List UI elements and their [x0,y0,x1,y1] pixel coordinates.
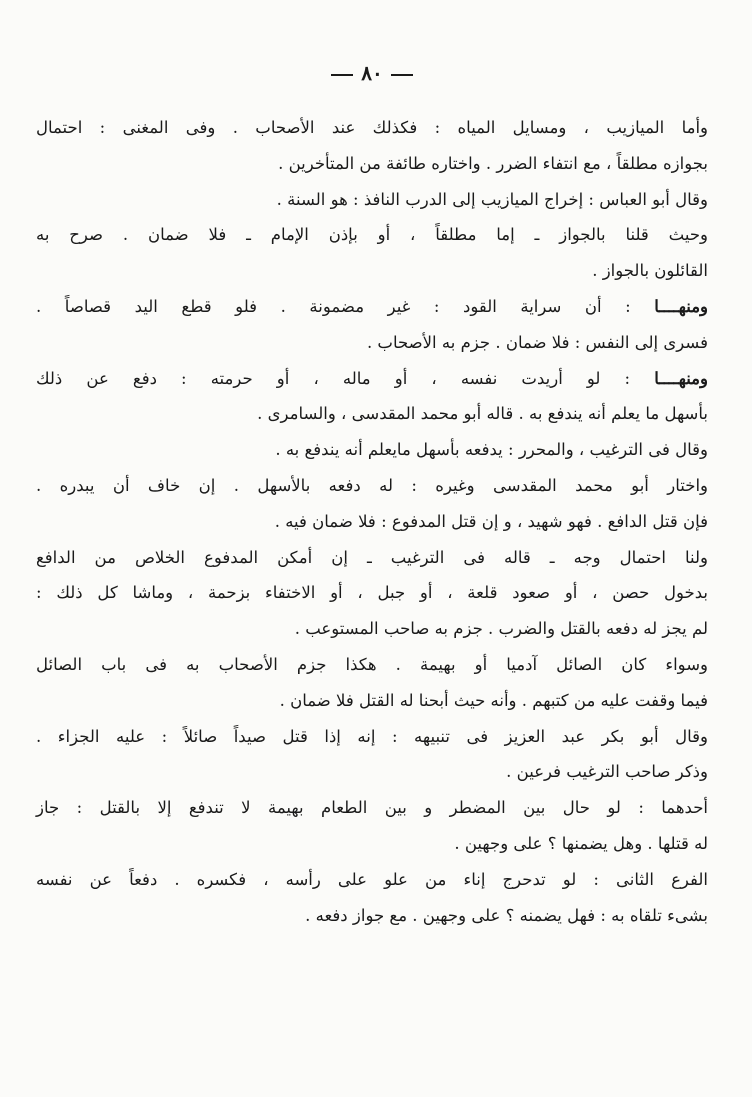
text-line [36,540,708,576]
text-line-content: وأما الميازيب ، ومسايل المياه : فكذلك عند الأصحاب . وفى المغنى : احتمال [36,118,708,137]
text-line-content: القائلون بالجواز . [592,261,708,281]
text-line-content: واختار أبو محمد المقدسى وغيره : له دفعه بالأسهل . إن خاف أن يبدره . [36,475,708,495]
text-line-content: : أن سراية القود : غير مضمونة . فلو قطع اليد قصاصاً . [36,296,631,316]
text-line [36,575,708,611]
text-line [36,110,708,146]
text-line-content: فإن قتل الدافع . فهو شهيد ، و إن قتل المدفوع : فلا ضمان فيه . [274,511,708,531]
text-line [36,432,708,468]
text-line [36,361,708,397]
text-line-content: وحيث قلنا بالجواز ـ إما مطلقاً ، أو بإذن الإمام ـ فلا ضمان . صرح به [36,225,708,245]
text-line-content: بدخول حصن ، أو صعود قلعة ، أو جبل ، أو الاختفاء بزحمة ، وماشا كل ذلك : [36,583,708,603]
section-lead-word: ومنهــــا [654,296,709,316]
text-line-content: بجوازه مطلقاً ، مع انتفاء الضرر . واختاره طائفة من المتأخرين . [278,153,708,173]
text-line-content: وسواء كان الصائل آدميا أو بهيمة . هكذا جزم الأصحاب به فى باب الصائل [36,654,708,674]
text-line [36,217,708,253]
page-number: ٨٠ [361,61,383,85]
text-line [36,468,708,504]
text-line-content: بأسهل ما يعلم أنه يندفع به . قاله أبو محمد المقدسى ، والسامرى . [257,404,708,424]
text-line-content: وقال أبو العباس : إخراج الميازيب إلى الدرب النافذ : هو السنة . [276,189,708,209]
text-line [36,790,708,826]
text-line [36,826,708,862]
text-line [36,325,708,361]
text-line-content: فيما وقفت عليه من كتبهم . وأنه حيث أبحنا له القتل فلا ضمان . [279,690,708,710]
text-line [36,754,708,790]
text-line-content: فسرى إلى النفس : فلا ضمان . جزم به الأصحاب . [366,332,708,352]
text-line-content: الفرع الثانى : لو تدحرج إناء من علو على رأسه ، فكسره . دفعاً عن نفسه [36,869,708,889]
text-line-content: له قتلها . وهل يضمنها ؟ على وجهين . [454,833,708,853]
text-line-content: وذكر صاحب الترغيب فرعين . [506,762,708,782]
text-line [36,289,708,325]
text-line [36,683,708,719]
text-line-content: وقال فى الترغيب ، والمحرر : يدفعه بأسهل مايعلم أنه يندفع به . [275,440,708,460]
text-line-content: بشىء تلقاه به : فهل يضمنه ؟ على وجهين . مع جواز دفعه . [305,905,708,925]
page-body-text [36,110,708,933]
text-line [36,182,708,218]
text-line-content: ولنا احتمال وجه ـ قاله فى الترغيب ـ إن أمكن المدفوع الخلاص من الدافع [36,547,708,567]
text-line-content: أحدهما : لو حال بين المضطر و بين الطعام بهيمة لا تندفع إلا بالقتل : جاز [36,798,708,818]
dash-left [391,74,413,76]
text-line [36,504,708,540]
dash-right [331,74,353,76]
text-line-content: وقال أبو بكر عبد العزيز فى تنبيهه : إنه إذا قتل صيداً صائلاً : عليه الجزاء . [36,726,708,746]
text-line [36,146,708,182]
text-line [36,396,708,432]
text-line [36,611,708,647]
text-line [36,647,708,683]
text-line [36,253,708,289]
page-header [36,56,708,90]
text-line-content: لم يجز له دفعه بالقتل والضرب . جزم به صاحب المستوعب . [294,619,708,639]
text-line [36,898,708,934]
text-line [36,862,708,898]
text-line [36,719,708,755]
text-line-content: : لو أريدت نفسه ، أو ماله ، أو حرمته : دفع عن ذلك [36,368,631,388]
section-lead-word: ومنهــــا [654,368,708,388]
